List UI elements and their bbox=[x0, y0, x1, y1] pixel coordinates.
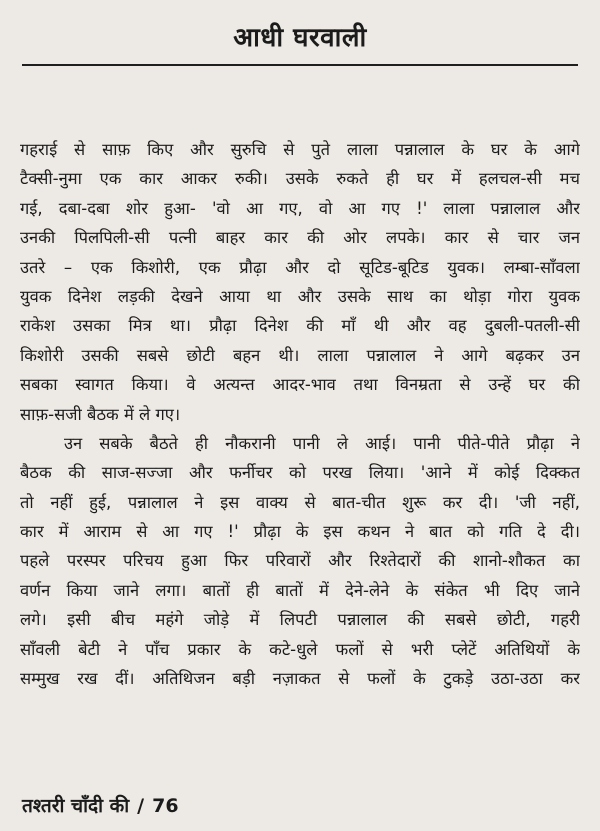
footer-separator: / bbox=[137, 795, 145, 817]
text-line: उनकी पिलपिली-सी पत्नी बाहर कार की ओर लपके। कार से चार जन bbox=[20, 228, 580, 248]
text-line: युवक दिनेश लड़की देखने आया था और उसके साथ का थोड़ा गोरा युवक bbox=[20, 286, 580, 306]
title-rule bbox=[22, 64, 578, 66]
text-line: कार में आराम से आ गए !' प्रौढ़ा के इस कथन ने बात को गति दे दी। bbox=[20, 522, 580, 542]
body-text bbox=[20, 135, 580, 693]
book-title: तश्तरी चाँदी की bbox=[22, 795, 130, 817]
text-line: तो नहीं हुई, पन्नालाल ने इस वाक्य से बात-चीत शुरू कर दी। 'जी नहीं, bbox=[20, 492, 580, 512]
text-line: गई, दबा-दबा शोर हुआ- 'वो आ गए, वो आ गए !' लाला पन्नालाल और bbox=[20, 198, 580, 218]
text-line: साफ़-सजी बैठक में ले गए। bbox=[20, 404, 181, 424]
page-number: 76 bbox=[152, 795, 179, 817]
text-line: सबका स्वागत किया। वे अत्यन्त आदर-भाव तथा विनम्रता से उन्हें घर की bbox=[20, 375, 580, 395]
text-line: टैक्सी-नुमा एक कार आकर रुकी। उसके रुकते ही घर में हलचल-सी मच bbox=[20, 169, 580, 189]
chapter-title: आधी घरवाली bbox=[233, 23, 367, 53]
text-line: सम्मुख रख दीं। अतिथिजन बड़ी नज़ाकत से फलों के टुकड़े उठा-उठा कर bbox=[20, 669, 580, 689]
text-line: उन सबके बैठते ही नौकरानी पानी ले आई। पानी पीते-पीते प्रौढ़ा ने bbox=[64, 433, 580, 453]
text-line: गहराई से साफ़ किए और सुरुचि से पुते लाला पन्नालाल के घर के आगे bbox=[20, 140, 580, 159]
text-line: किशोरी उसकी सबसे छोटी बहन थी। लाला पन्नालाल ने आगे बढ़कर उन bbox=[20, 345, 580, 365]
text-line: बैठक की साज-सज्जा और फर्नीचर को परख लिया। 'आने में कोई दिक्कत bbox=[20, 463, 580, 483]
text-line: पहले परस्पर परिचय हुआ फिर परिवारों और रिश्तेदारों की शानो-शौकत का bbox=[20, 551, 580, 571]
text-line: साँवली बेटी ने पाँच प्रकार के कटे-धुले फलों से भरी प्लेटें अतिथियों के bbox=[20, 639, 580, 659]
text-line: लगे। इसी बीच महंगे जोड़े में लिपटी पन्नालाल की सबसे छोटी, गहरी bbox=[20, 610, 580, 630]
page-footer bbox=[22, 792, 179, 818]
text-line: वर्णन किया जाने लगा। बातों ही बातों में देने-लेने के संकेत भी दिए जाने bbox=[20, 580, 580, 600]
text-line: राकेश उसका मित्र था। प्रौढ़ा दिनेश की माँ थी और वह दुबली-पतली-सी bbox=[20, 316, 580, 336]
text-line: उतरे – एक किशोरी, एक प्रौढ़ा और दो सूटिड-बूटिड युवक। लम्बा-साँवला bbox=[20, 257, 580, 277]
